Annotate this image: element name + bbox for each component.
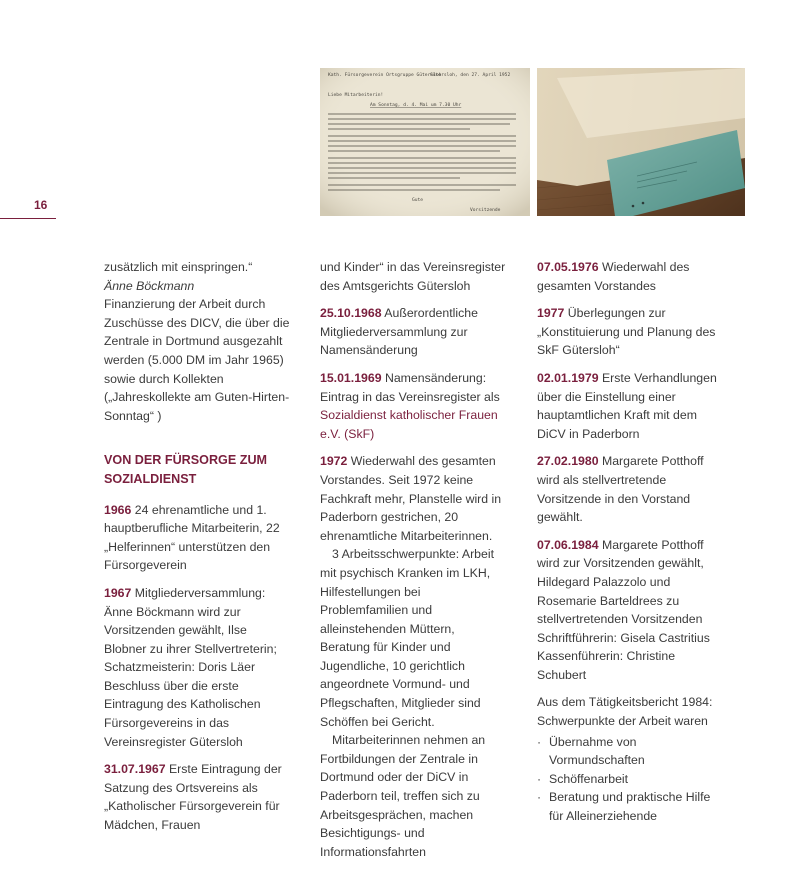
text-column-3 <box>537 258 723 826</box>
text-column-2 <box>320 258 506 870</box>
entry-year: 1966 <box>104 502 132 517</box>
skf-name-link: Sozialdienst katholischer Frauen e.V. (SkF) <box>320 408 498 441</box>
entry-date: 27.02.1980 <box>537 454 599 469</box>
entry-date: 31.07.1967 <box>104 762 166 777</box>
letter-signature: Vorsitzende <box>470 208 501 213</box>
report-list <box>537 733 723 826</box>
entry-1967: 1967 Mitgliederversammlung: Änne Böckmann wird zur Vorsitzenden gewählt, Ilse Blobner zu ihrer Stellvertreterin; Schatzmeisterin: Doris Läer Beschluss über die erste Eintragung des Katholischen Fürsorgevereins in das Vereinsregister Gütersloh <box>104 585 277 749</box>
entry-15-01-1969: 15.01.1969 Namensänderung: Eintrag in das Vereinsregister als Sozialdienst katholischer Frauen e.V. (SkF) <box>320 370 500 441</box>
training-paragraph: Mitarbeiterinnen nehmen an Fortbildungen der Zentrale in Dortmund oder der DiCV in Paderborn teil, treffen sich zu Arbeitsgesprächen, machen Besichtigungs- und Informationsfahrten <box>320 733 486 859</box>
list-item: · Beratung und praktische Hilfe für Alleinerziehende <box>537 788 723 825</box>
intro-line: zusätzlich mit einspringen.“ <box>104 260 253 274</box>
page-number: 16 <box>0 196 56 219</box>
entry-date: 07.06.1984 <box>537 537 599 552</box>
entry-date: 25.10.1968 <box>320 306 382 321</box>
entry-02-01-1979: 02.01.1979 Erste Verhandlungen über die Einstellung einer hauptamtlichen Kraft mit dem DiCV in Paderborn <box>537 370 717 441</box>
letter-photo <box>320 68 530 216</box>
entry-1977: 1977 Überlegungen zur „Konstituierung und Planung des SkF Gütersloh“ <box>537 306 716 358</box>
entry-07-06-1984: 07.06.1984 Margarete Potthoff wird zur Vorsitzenden gewählt, Hildegard Palazzolo und Rosemarie Barteldrees zu stellvertretenden Vorsitzenden Schriftführerin: Gisela Castritius Kassenführerin: Christine Schubert <box>537 537 710 682</box>
entry-year: 1972 <box>320 454 348 469</box>
entry-25-10-1968: 25.10.1968 Außerordentliche Mitgliederversammlung zur Namensänderung <box>320 306 478 358</box>
quote-author: Änne Böckmann <box>104 278 195 293</box>
entry-date: 07.05.1976 <box>537 260 599 274</box>
entry-31-07-1967: 31.07.1967 Erste Eintragung der Satzung des Ortsvereins als „Katholischer Fürsorgeverein für Mädchen, Frauen <box>104 762 282 833</box>
report-intro: Aus dem Tätigkeitsbericht 1984: Schwerpunkte der Arbeit waren <box>537 695 713 729</box>
list-item: · Übernahme von Vormundschaften <box>537 733 723 770</box>
financing-paragraph: Finanzierung der Arbeit durch Zuschüsse des DICV, die über die Zentrale in Dortmund ausgezahlt werden (5.000 DM im Jahr 1965) sowie durch Kollekten („Jahreskollekte am Guten-Hirten-Sonntag“ ) <box>104 297 290 423</box>
letter-greeting: Gute <box>412 198 424 203</box>
focus-areas-paragraph: 3 Arbeitsschwerpunkte: Arbeit mit psychisch Kranken im LKH, Hilfestellungen bei Problemfamilien und alleinstehenden Müttern, Beratung für Kinder und Jugendliche, 10 gerichtlich angeordnete Vormund- und Pflegschaften, Mitglieder sind Schöffen bei Gericht. <box>320 547 494 729</box>
entry-07-05-1976: 07.05.1976 Wiederwahl des gesamten Vorstandes <box>537 260 690 293</box>
entry-date: 02.01.1979 <box>537 370 599 385</box>
continued-text: und Kinder“ in das Vereinsregister des Amtsgerichts Gütersloh <box>320 260 506 293</box>
entry-27-02-1980: 27.02.1980 Margarete Potthoff wird als stellvertretende Vorsitzende in den Vorstand gewählt. <box>537 454 704 525</box>
letter-header-right: Gütersloh, den 27. April 1952 <box>430 73 511 78</box>
folders-photo-image <box>537 68 745 216</box>
list-item: · Schöffenarbeit <box>537 770 723 789</box>
entry-year: 1967 <box>104 585 132 600</box>
entry-1972: 1972 Wiederwahl des gesamten Vorstandes. Seit 1972 keine Fachkraft mehr, Planstelle wird in Paderborn gestrichen, 20 ehrenamtliche Mitarbeiterinnen. <box>320 454 502 543</box>
entry-date: 15.01.1969 <box>320 370 382 385</box>
folders-photo <box>537 68 745 216</box>
letter-salutation: Liebe Mitarbeiterin! <box>328 93 384 98</box>
letter-date-line: Am Sonntag, d. 4. Mai um 7.30 Uhr <box>370 103 462 108</box>
entry-1966: 1966 24 ehrenamtliche und 1. hauptberufliche Mitarbeiterin, 22 „Helferinnen“ unterstützen den Fürsorgeverein <box>104 502 280 573</box>
letter-header-left: Kath. Fürsorgeverein Ortsgruppe Gütersloh <box>328 73 442 78</box>
letter-photo-image <box>320 68 530 216</box>
section-heading: VON DER FÜRSORGE ZUM SOZIALDIENST <box>104 453 268 486</box>
text-column-1 <box>104 258 290 844</box>
entry-year: 1977 <box>537 306 565 321</box>
